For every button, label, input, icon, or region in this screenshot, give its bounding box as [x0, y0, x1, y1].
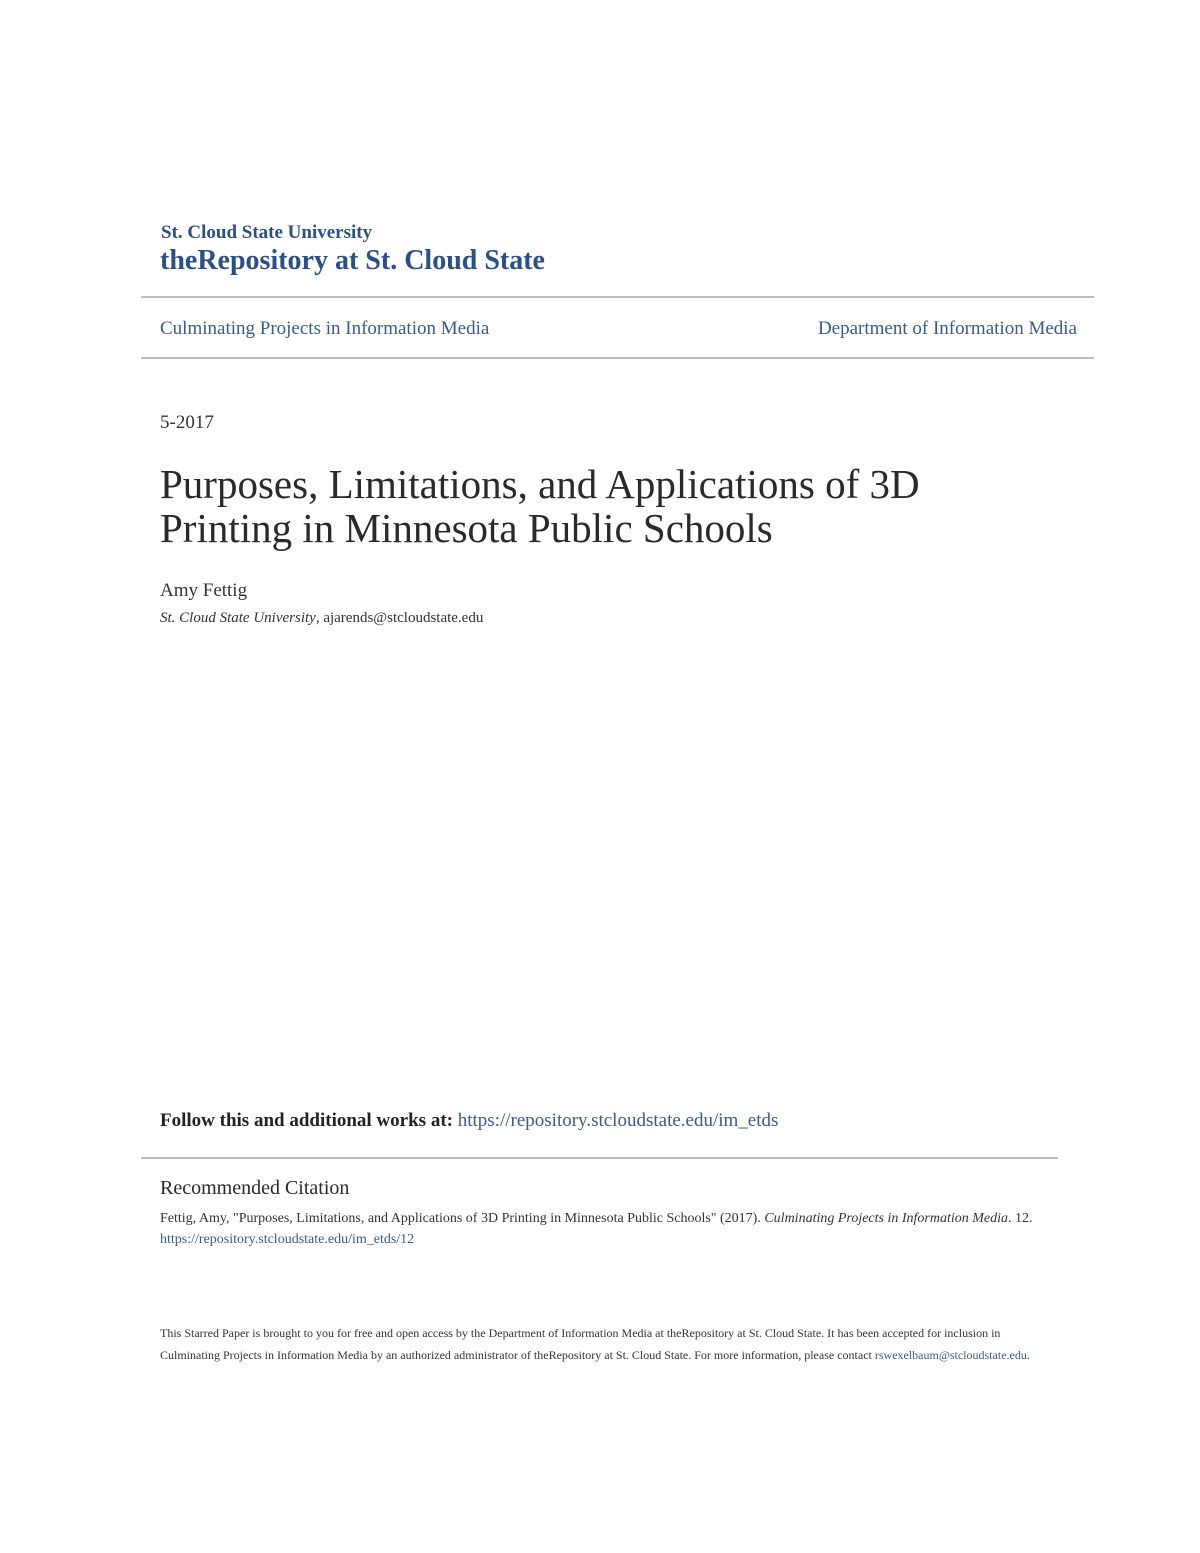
university-name: St. Cloud State University	[161, 222, 373, 243]
access-notice	[160, 1322, 1060, 1366]
notice-end: .	[1026, 1348, 1030, 1362]
citation-heading: Recommended Citation	[160, 1177, 350, 1199]
paper-title-line-2: Printing in Minnesota Public Schools	[160, 505, 773, 551]
follow-line	[160, 1110, 778, 1132]
department-link[interactable]: Department of Information Media	[817, 318, 1077, 339]
affiliation-name: St. Cloud State University	[160, 610, 316, 626]
publication-date: 5-2017	[160, 412, 214, 433]
citation-tail: . 12.	[1008, 1211, 1033, 1226]
nav-divider	[141, 357, 1094, 359]
collection-link[interactable]: Culminating Projects in Information Media	[160, 318, 490, 339]
citation-divider	[141, 1157, 1058, 1159]
author-name: Amy Fettig	[160, 580, 248, 601]
citation-text: Fettig, Amy, "Purposes, Limitations, and Applications of 3D Printing in Minnesota Public Schools" (2017).	[160, 1211, 765, 1226]
citation-collection: Culminating Projects in Information Media	[764, 1211, 1009, 1226]
citation-url-link[interactable]: https://repository.stcloudstate.edu/im_etds/12	[160, 1232, 415, 1247]
citation-block	[160, 1208, 1060, 1250]
repository-name[interactable]: theRepository at St. Cloud State	[160, 245, 545, 276]
author-affiliation	[160, 610, 483, 627]
paper-title	[160, 462, 1020, 550]
follow-url-link[interactable]: https://repository.stcloudstate.edu/im_etds	[457, 1110, 779, 1131]
author-email: , ajarends@stcloudstate.edu	[315, 610, 484, 626]
top-divider	[141, 296, 1094, 298]
paper-title-line-1: Purposes, Limitations, and Applications of 3D	[160, 461, 920, 507]
follow-label: Follow this and additional works at:	[160, 1110, 458, 1131]
contact-email-link[interactable]: rswexelbaum@stcloudstate.edu	[874, 1348, 1027, 1362]
notice-text: This Starred Paper is brought to you for free and open access by the Department of Information Media at theRepository at St. Cloud State. It has been accepted for inclusion in Culminating Projects in Information Media by an authorized administrator of theRepository at St. Cloud State. For more information, please contact	[160, 1326, 1001, 1362]
